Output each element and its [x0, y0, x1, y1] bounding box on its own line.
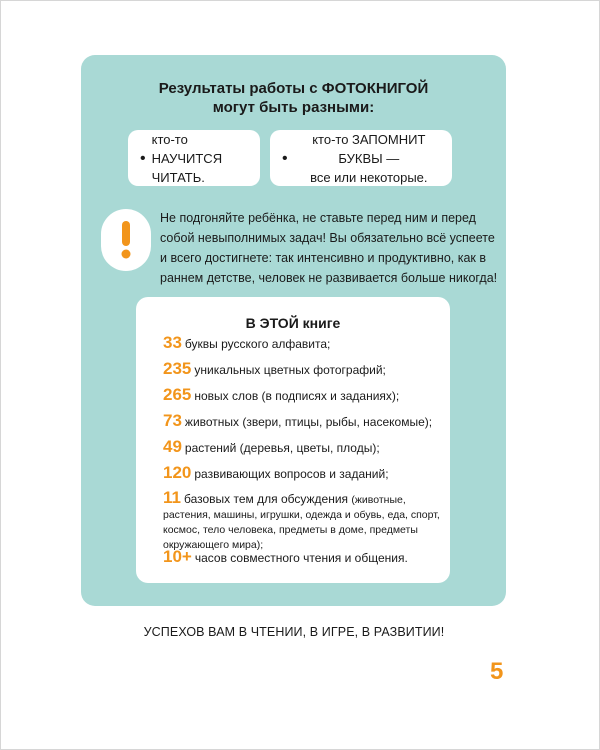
stat-number: 73: [163, 411, 182, 430]
outcome-read-text: кто-то НАУЧИТСЯ ЧИТАТЬ.: [151, 131, 223, 185]
stat-number: 33: [163, 333, 182, 352]
stat-number: 11: [163, 488, 181, 507]
stat-text: часов совместного чтения и общения.: [194, 551, 408, 565]
stat-item: [163, 413, 448, 430]
footer-slogan: УСПЕХОВ ВАМ В ЧТЕНИИ, В ИГРЕ, В РАЗВИТИИ!: [143, 625, 445, 639]
stat-item: [163, 361, 448, 378]
stat-text: животных (звери, птицы, рыбы, насекомые);: [184, 415, 433, 429]
stat-item: [163, 387, 448, 404]
stat-item: [163, 465, 448, 482]
warning-text: Не подгоняйте ребёнка, не ставьте перед ним и перед собой невыполнимых задач! Вы обязательно всё успеете и всего достигнете: так интенсивно и продуктивно, как в раннем детстве, человек не развивается больше никогда!: [160, 211, 498, 285]
exclamation-icon: [101, 209, 151, 271]
stat-number: 10+: [163, 547, 192, 566]
stat-text: новых слов (в подписях и заданиях);: [194, 389, 400, 403]
outcome-letters-text: кто-то ЗАПОМНИТ БУКВЫ — все или некоторые.: [310, 131, 428, 185]
page-number: 5: [490, 658, 504, 685]
stat-item: [163, 488, 448, 552]
stat-number: 49: [163, 437, 182, 456]
results-panel: [81, 55, 506, 606]
stat-text: буквы русского алфавита;: [184, 337, 331, 351]
stat-item: [163, 439, 448, 456]
book-stats-heading: В ЭТОЙ книге: [245, 315, 341, 331]
stat-text: базовых тем для обсуждения: [183, 492, 349, 506]
bullet: •: [282, 149, 288, 167]
stat-item: [163, 335, 448, 352]
stat-text: уникальных цветных фотографий;: [194, 363, 386, 377]
panel-title: [81, 79, 506, 117]
bullet: •: [140, 149, 146, 167]
outcome-read: [128, 130, 260, 186]
stat-number: 120: [163, 463, 192, 482]
stat-number: 235: [163, 359, 192, 378]
stat-detail: (животные, растения, машины, игрушки, одежда и обувь, еда, спорт, космос, тело человека, предметы в доме, предметы окружающего мира);: [163, 494, 440, 551]
outcome-letters: [270, 130, 452, 186]
panel-title-line2: могут быть разными:: [212, 99, 375, 116]
book-stats-card: [136, 297, 450, 583]
panel-title-line1: Результаты работы с ФОТОКНИГОЙ: [158, 80, 429, 97]
stat-item: [163, 549, 448, 566]
stat-text: развивающих вопросов и заданий;: [194, 467, 389, 481]
stat-text: растений (деревья, цветы, плоды);: [184, 441, 380, 455]
stat-number: 265: [163, 385, 192, 404]
